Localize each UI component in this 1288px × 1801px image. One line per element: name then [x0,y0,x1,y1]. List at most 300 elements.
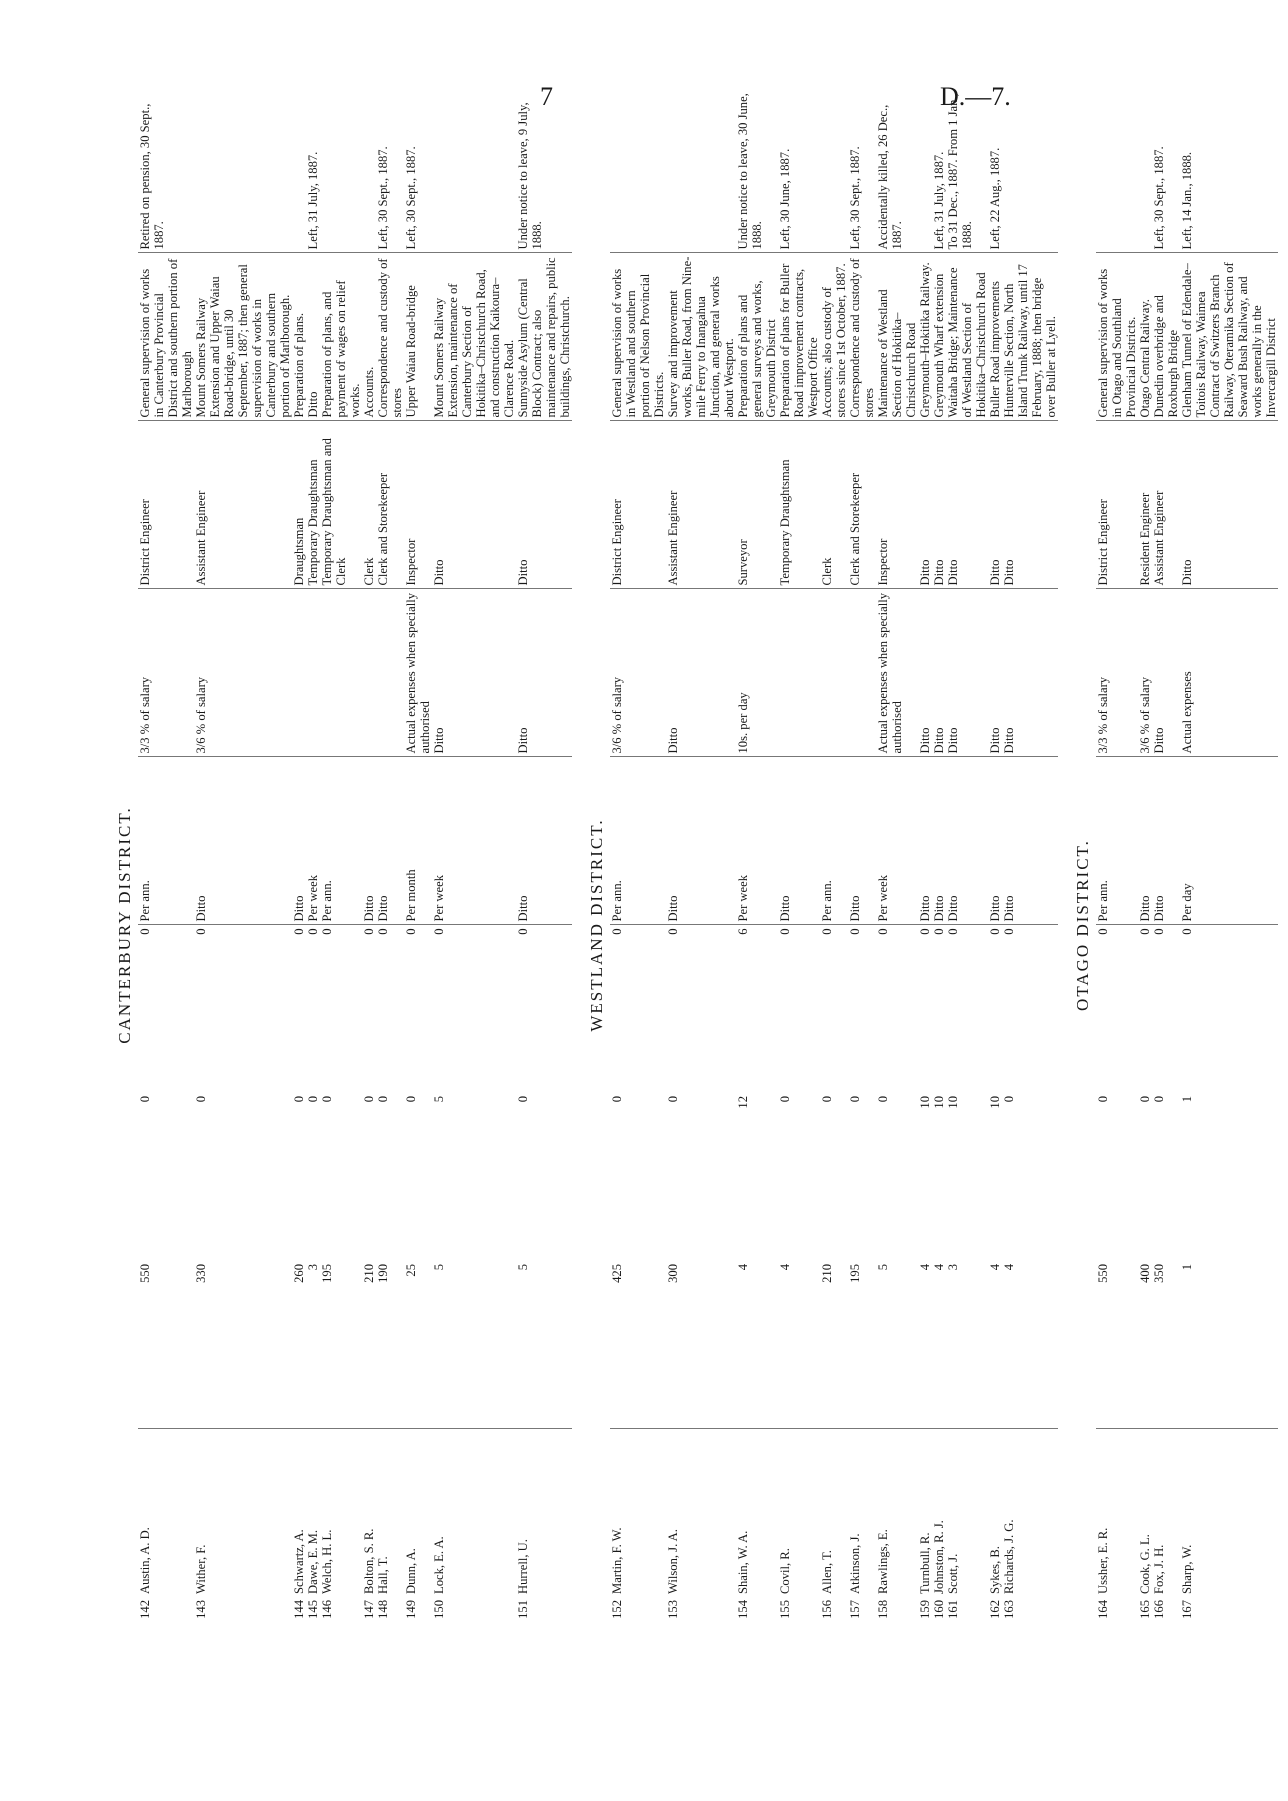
duty-description: Correspondence and custody of stores [848,253,876,421]
district-heading-row [582,85,610,1765]
salary-pence: 0 [194,928,208,935]
employee-name: Johnston, R. J. [932,1520,946,1594]
salary-shillings: 0 [362,1096,376,1103]
employee-rank: Ditto [946,421,988,589]
employee-name: Austin, A. D. [138,1527,152,1594]
salary-pence: 0 [1138,928,1152,935]
remarks [666,85,736,253]
inspection-allowance: Ditto [988,589,1002,757]
table-row [988,85,1002,1765]
employee-name: Sharp, W. [1180,1544,1194,1594]
duty-description: Greymouth–Hokitika Railway. [918,253,932,421]
remarks [820,85,848,253]
employee-rank: District Engineer [610,421,666,589]
rotated-register-table [110,85,1278,1765]
duty-description: Mount Somers Railway Extension, maintenance of Canterbury Section of Hokitika–Christchurch Road, and construction Kaikoura–Clarence Road. [432,253,516,421]
salary-shillings: 1 [1180,1096,1194,1103]
table-row [404,85,432,1765]
salary-shillings: 0 [778,1096,792,1103]
salary-pence: 0 [820,928,834,935]
district-title: WESTLAND DISTRICT. [587,818,606,1032]
inspection-allowance [306,589,320,757]
document-code: D.—7. [940,82,1011,111]
salary-shillings: 10 [946,1096,960,1109]
salary-pounds: 4 [778,1261,820,1429]
inspection-allowance: 3/6 % of salary [194,589,292,757]
remarks [362,85,376,253]
salary-pence: 0 [666,928,680,935]
remarks: Left, 30 Sept., 1887. [848,85,876,253]
table-row [666,85,736,1765]
inspection-allowance: 10s. per day [736,589,778,757]
employee-rank: Ditto [932,421,946,589]
salary-period: Ditto [516,757,572,925]
table-row [432,85,516,1765]
employee-name: Dunn, A. [404,1548,418,1594]
employee-name: Martin, F. W. [610,1527,624,1594]
salary-pence: 0 [516,928,530,935]
salary-pence: 0 [1152,928,1166,935]
row-number: 150 [432,1600,446,1619]
employee-name: Richards, J. G. [1002,1519,1016,1594]
salary-pounds: 5 [876,1261,918,1429]
row-number: 155 [778,1600,792,1619]
inspection-allowance: Ditto [1002,589,1058,757]
salary-pence: 0 [306,928,320,935]
salary-shillings: 0 [516,1096,530,1103]
salary-period: Ditto [1138,757,1152,925]
table-row [932,85,946,1765]
remarks [292,85,306,253]
remarks: Under notice to leave, 30 June, 1888. [736,85,778,253]
salary-pence: 0 [138,928,152,935]
salary-pence: 0 [1096,928,1110,935]
salary-pence: 0 [292,928,306,935]
remarks: Left, 22 Aug., 1887. [988,85,1002,253]
salary-period: Per day [1180,757,1278,925]
table-row [138,85,194,1765]
remarks: Left, 14 Jan., 1888. [1180,85,1278,253]
salary-pounds: 4 [918,1261,932,1429]
employee-rank: Clerk [362,421,376,589]
salary-pence: 0 [320,928,334,935]
employee-rank: Draughtsman [292,421,306,589]
salary-shillings: 0 [820,1096,834,1103]
row-number: 161 [946,1600,960,1619]
inspection-allowance [362,589,376,757]
salary-pence: 0 [848,928,862,935]
table-row [610,85,666,1765]
inspection-allowance: Ditto [432,589,516,757]
salary-shillings: 0 [1138,1096,1152,1103]
remarks [1002,85,1058,253]
salary-pounds: 5 [432,1261,516,1429]
salary-shillings: 10 [918,1096,932,1109]
table-row [362,85,376,1765]
salary-pence: 0 [1180,928,1194,935]
duty-description: Buller Road improvements [988,253,1002,421]
salary-period: Ditto [932,757,946,925]
inspection-allowance: Ditto [932,589,946,757]
salary-shillings: 5 [432,1096,446,1103]
duty-description: Dunedin overbridge and Roxburgh Bridge [1152,253,1180,421]
employee-rank: Ditto [988,421,1002,589]
employee-name: Atkinson, J. [848,1533,862,1594]
table-row [820,85,848,1765]
employee-rank: Temporary Draughtsman [306,421,320,589]
employee-rank: Clerk and Storekeeper [376,421,404,589]
table-row [1152,85,1180,1765]
salary-shillings: 0 [376,1096,390,1103]
salary-period: Ditto [946,757,988,925]
table-row [736,85,778,1765]
employee-name: Scott, J. [946,1553,960,1594]
row-number: 147 [362,1600,376,1619]
salary-shillings: 0 [848,1096,862,1103]
row-number: 164 [1096,1600,1110,1619]
inspection-allowance: Ditto [946,589,988,757]
remarks: Left, 30 Sept., 1887. [1152,85,1180,253]
district-title: OTAGO DISTRICT. [1073,839,1092,1011]
remarks: Left, 30 Sept., 1887. [376,85,404,253]
table-row [1002,85,1058,1765]
table-row [194,85,292,1765]
employee-name: Shain, W. A. [736,1530,750,1594]
row-number: 166 [1152,1600,1166,1619]
employee-rank: Surveyor [736,421,778,589]
employee-rank: Assistant Engineer [666,421,736,589]
employee-name: Wither, F. [194,1544,208,1594]
table-row [1096,85,1138,1765]
employee-name: Fox, J. H. [1152,1544,1166,1594]
employee-rank: Ditto [516,421,572,589]
salary-pounds: 400 [1138,1261,1152,1429]
salary-pence: 0 [610,928,624,935]
section-spacer [572,85,582,1765]
employee-name: Welch, H. L. [320,1529,334,1594]
salary-period: Ditto [292,757,306,925]
salary-shillings: 10 [988,1096,1002,1109]
row-number: 163 [1002,1600,1016,1619]
salary-shillings: 0 [876,1096,890,1103]
duty-description: Waitaha Bridge; Maintenance of Westland Section of Hokitika–Christchurch Road [946,253,988,421]
inspection-allowance: 3/6 % of salary [1138,589,1152,757]
table-row [376,85,404,1765]
employee-name: Allen, T. [820,1550,834,1594]
salary-pence: 0 [376,928,390,935]
duty-description: General supervision of works in Canterbury Provincial District and southern portion of Marlborough [138,253,194,421]
salary-pounds: 550 [1096,1261,1138,1429]
salary-pounds: 3 [306,1261,320,1429]
salary-pounds: 4 [932,1261,946,1429]
remarks: Under notice to leave, 9 July, 1888. [516,85,572,253]
salary-shillings: 12 [736,1096,750,1109]
remarks [194,85,292,253]
duty-description: General supervision of works in Westland and southern portion of Nelson Provincial Districts. [610,253,666,421]
employee-rank: Assistant Engineer [194,421,292,589]
spacer-cell [1278,85,1288,1765]
salary-pounds: 210 [820,1261,848,1429]
salary-period: Ditto [1152,757,1180,925]
salary-period: Per month [404,757,432,925]
salary-pence: 0 [778,928,792,935]
employee-name: Rawlings, E. [876,1529,890,1594]
salary-period: Ditto [988,757,1002,925]
employee-rank: Temporary Draughtsman and Clerk [320,421,362,589]
inspection-allowance: Ditto [666,589,736,757]
page-number: 7 [540,82,553,111]
employee-rank: Resident Engineer [1138,421,1152,589]
duty-description: Preparation of plans and general surveys and works, Greymouth District [736,253,778,421]
remarks: Left, 30 June, 1887. [778,85,820,253]
employee-name: Covil, R. [778,1548,792,1594]
remarks: Left, 30 Sept., 1887. [404,85,432,253]
remarks: Retired on pension, 30 Sept., 1887. [138,85,194,253]
salary-pence: 0 [432,928,446,935]
row-number: 160 [932,1600,946,1619]
row-number: 158 [876,1600,890,1619]
duty-description: Survey and improvement works, Buller Road, from Nine-mile Ferry to Inangahua Junction, and general works about Westport. [666,253,736,421]
staff-register-table [110,85,1288,1765]
salary-pence: 0 [988,928,1002,935]
row-number: 145 [306,1600,320,1619]
salary-shillings: 0 [610,1096,624,1103]
employee-name: Cook, G. L. [1138,1534,1152,1594]
row-number: 159 [918,1600,932,1619]
inspection-allowance: 3/3 % of salary [1096,589,1138,757]
table-row [918,85,932,1765]
inspection-allowance: 3/6 % of salary [610,589,666,757]
salary-pounds: 330 [194,1261,292,1429]
table-row [848,85,876,1765]
salary-pounds: 210 [362,1261,376,1429]
table-row [1138,85,1152,1765]
employee-name: Turnbull, R. [918,1532,932,1594]
duty-description: Preparation of plans. [292,253,306,421]
employee-name: Schwartz, A. [292,1529,306,1594]
inspection-allowance: Actual expenses when specially authorised [876,589,918,757]
duty-description: Maintenance of Westland Section of Hokitika–Christchurch Road [876,253,918,421]
employee-rank: Clerk [820,421,848,589]
salary-pence: 6 [736,928,750,935]
salary-pounds: 5 [516,1261,572,1429]
table-row [516,85,572,1765]
row-number: 146 [320,1600,334,1619]
row-number: 151 [516,1600,530,1619]
employee-name: Ussher, E. R. [1096,1527,1110,1594]
remarks [918,85,932,253]
employee-name: Hall, T. [376,1556,390,1594]
duty-description: Preparation of plans for Buller Road improvement contracts, Westport Office [778,253,820,421]
inspection-allowance: Ditto [918,589,932,757]
inspection-allowance: Actual expenses when specially authorised [404,589,432,757]
employee-name: Lock, E. A. [432,1536,446,1594]
salary-pounds: 4 [988,1261,1002,1429]
employee-name: Dawe, E. M. [306,1529,320,1594]
district-heading-row [1068,85,1096,1765]
duty-description: Otago Central Railway. [1138,253,1152,421]
table-row [778,85,820,1765]
remarks: Accidentally killed, 26 Dec., 1887. [876,85,918,253]
salary-shillings: 0 [194,1096,208,1103]
salary-period: Ditto [918,757,932,925]
employee-rank: Temporary Draughtsman [778,421,820,589]
salary-pence: 0 [946,928,960,935]
district-title: CANTERBURY DISTRICT. [115,806,134,1044]
salary-period: Ditto [376,757,404,925]
salary-period: Ditto [362,757,376,925]
table-row [292,85,306,1765]
salary-pence: 0 [918,928,932,935]
salary-period: Per ann. [1096,757,1138,925]
salary-shillings: 0 [666,1096,680,1103]
duty-description: Upper Waiau Road-bridge [404,253,432,421]
row-number: 162 [988,1600,1002,1619]
salary-shillings: 0 [306,1096,320,1103]
salary-pounds: 195 [320,1261,362,1429]
employee-rank: District Engineer [1096,421,1138,589]
duty-description: General supervision of works in Otago and Southland Provincial Districts. [1096,253,1138,421]
salary-pounds: 425 [610,1261,666,1429]
salary-period: Per week [876,757,918,925]
inspection-allowance: Actual expenses [1180,589,1278,757]
inspection-allowance [320,589,362,757]
row-number: 149 [404,1600,418,1619]
salary-pence: 0 [404,928,418,935]
row-number: 143 [194,1600,208,1619]
salary-period: Per ann. [610,757,666,925]
salary-pounds: 550 [138,1261,194,1429]
duty-description: Correspondence and custody of stores [376,253,404,421]
salary-period: Per ann. [820,757,848,925]
row-number: 144 [292,1600,306,1619]
table-row [876,85,918,1765]
remarks [610,85,666,253]
employee-rank: Assistant Engineer [1152,421,1180,589]
duty-description: Accounts; also custody of stores since 1st October, 1887. [820,253,848,421]
salary-period: Ditto [848,757,876,925]
duty-description: Accounts. [362,253,376,421]
employee-rank: Clerk and Storekeeper [848,421,876,589]
remarks: Left, 31 July, 1887. [932,85,946,253]
row-number: 165 [1138,1600,1152,1619]
row-number: 167 [1180,1600,1194,1619]
salary-pounds: 4 [1002,1261,1058,1429]
salary-pence: 0 [1002,928,1016,935]
salary-period: Per week [432,757,516,925]
employee-name: Sykes, B. [988,1546,1002,1594]
employee-name: Hurrell, U. [516,1539,530,1594]
row-number: 148 [376,1600,390,1619]
section-spacer [1278,85,1288,1765]
salary-pounds: 260 [292,1261,306,1429]
remarks: Left, 31 July, 1887. [306,85,320,253]
salary-pounds: 3 [946,1261,988,1429]
table-row [306,85,320,1765]
salary-shillings: 0 [1152,1096,1166,1103]
employee-name: Bolton, S. R. [362,1528,376,1594]
table-row [320,85,362,1765]
employee-rank: Ditto [1180,421,1278,589]
salary-period: Ditto [194,757,292,925]
employee-rank: Ditto [432,421,516,589]
salary-pounds: 1 [1180,1261,1278,1429]
salary-period: Per week [306,757,320,925]
employee-rank: Ditto [1002,421,1058,589]
row-number: 156 [820,1600,834,1619]
spacer-cell [1058,85,1068,1765]
salary-pounds: 4 [736,1261,778,1429]
inspection-allowance [376,589,404,757]
employee-rank: District Engineer [138,421,194,589]
salary-shillings: 0 [404,1096,418,1103]
salary-period: Ditto [1002,757,1058,925]
remarks [432,85,516,253]
salary-pence: 0 [362,928,376,935]
remarks [1138,85,1152,253]
salary-period: Per ann. [138,757,194,925]
duty-description: Glenham Tunnel of Edendale–Toitois Railway, Waimea Contract of Switzers Branch Railway, Oteramika Section of Seaward Bush Railway, and works generally in the Invercargill District [1180,253,1278,421]
inspection-allowance [848,589,876,757]
duty-description: Hunterville Section, North Island Trunk Railway, until 17 February, 1888; then bridge over Buller at Lyell. [1002,253,1058,421]
salary-period: Ditto [666,757,736,925]
table-row [1180,85,1278,1765]
inspection-allowance [820,589,848,757]
salary-pence: 0 [876,928,890,935]
employee-rank: Ditto [918,421,932,589]
duty-description: Greymouth Wharf extension [932,253,946,421]
salary-pounds: 195 [848,1261,876,1429]
employee-name: Wilson, J. A. [666,1529,680,1594]
duty-description: Sunnyside Asylum (Central Block) Contract; also maintenance and repairs, public buildings, Christchurch. [516,253,572,421]
salary-period: Per week [736,757,778,925]
row-number: 154 [736,1600,750,1619]
employee-rank: Inspector [404,421,432,589]
salary-pounds: 25 [404,1261,432,1429]
table-row [946,85,988,1765]
salary-shillings: 0 [1002,1096,1016,1103]
district-heading-row [110,85,138,1765]
salary-shillings: 0 [1096,1096,1110,1103]
employee-rank: Inspector [876,421,918,589]
duty-description: Mount Somers Railway Extension and Upper Waiau Road-bridge, until 30 September, 1887; then general supervision of works in Canterbury and southern portion of Marlborough. [194,253,292,421]
row-number: 157 [848,1600,862,1619]
row-number: 153 [666,1600,680,1619]
duty-description: Preparation of plans, and payment of wages on relief works. [320,253,362,421]
salary-shillings: 10 [932,1096,946,1109]
remarks: To 31 Dec., 1887. From 1 Jan., 1888. [946,85,988,253]
inspection-allowance [778,589,820,757]
remarks [1096,85,1138,253]
duty-description: Ditto [306,253,320,421]
salary-pounds: 350 [1152,1261,1180,1429]
salary-period: Ditto [778,757,820,925]
inspection-allowance: Ditto [516,589,572,757]
salary-period: Per ann. [320,757,362,925]
salary-shillings: 0 [138,1096,152,1103]
row-number: 142 [138,1600,152,1619]
row-number: 152 [610,1600,624,1619]
remarks [320,85,362,253]
salary-shillings: 0 [292,1096,306,1103]
inspection-allowance: Ditto [1152,589,1180,757]
spacer-cell [572,85,582,1765]
salary-pence: 0 [932,928,946,935]
section-spacer [1058,85,1068,1765]
salary-pounds: 190 [376,1261,404,1429]
inspection-allowance: 3/3 % of salary [138,589,194,757]
salary-shillings: 0 [320,1096,334,1103]
